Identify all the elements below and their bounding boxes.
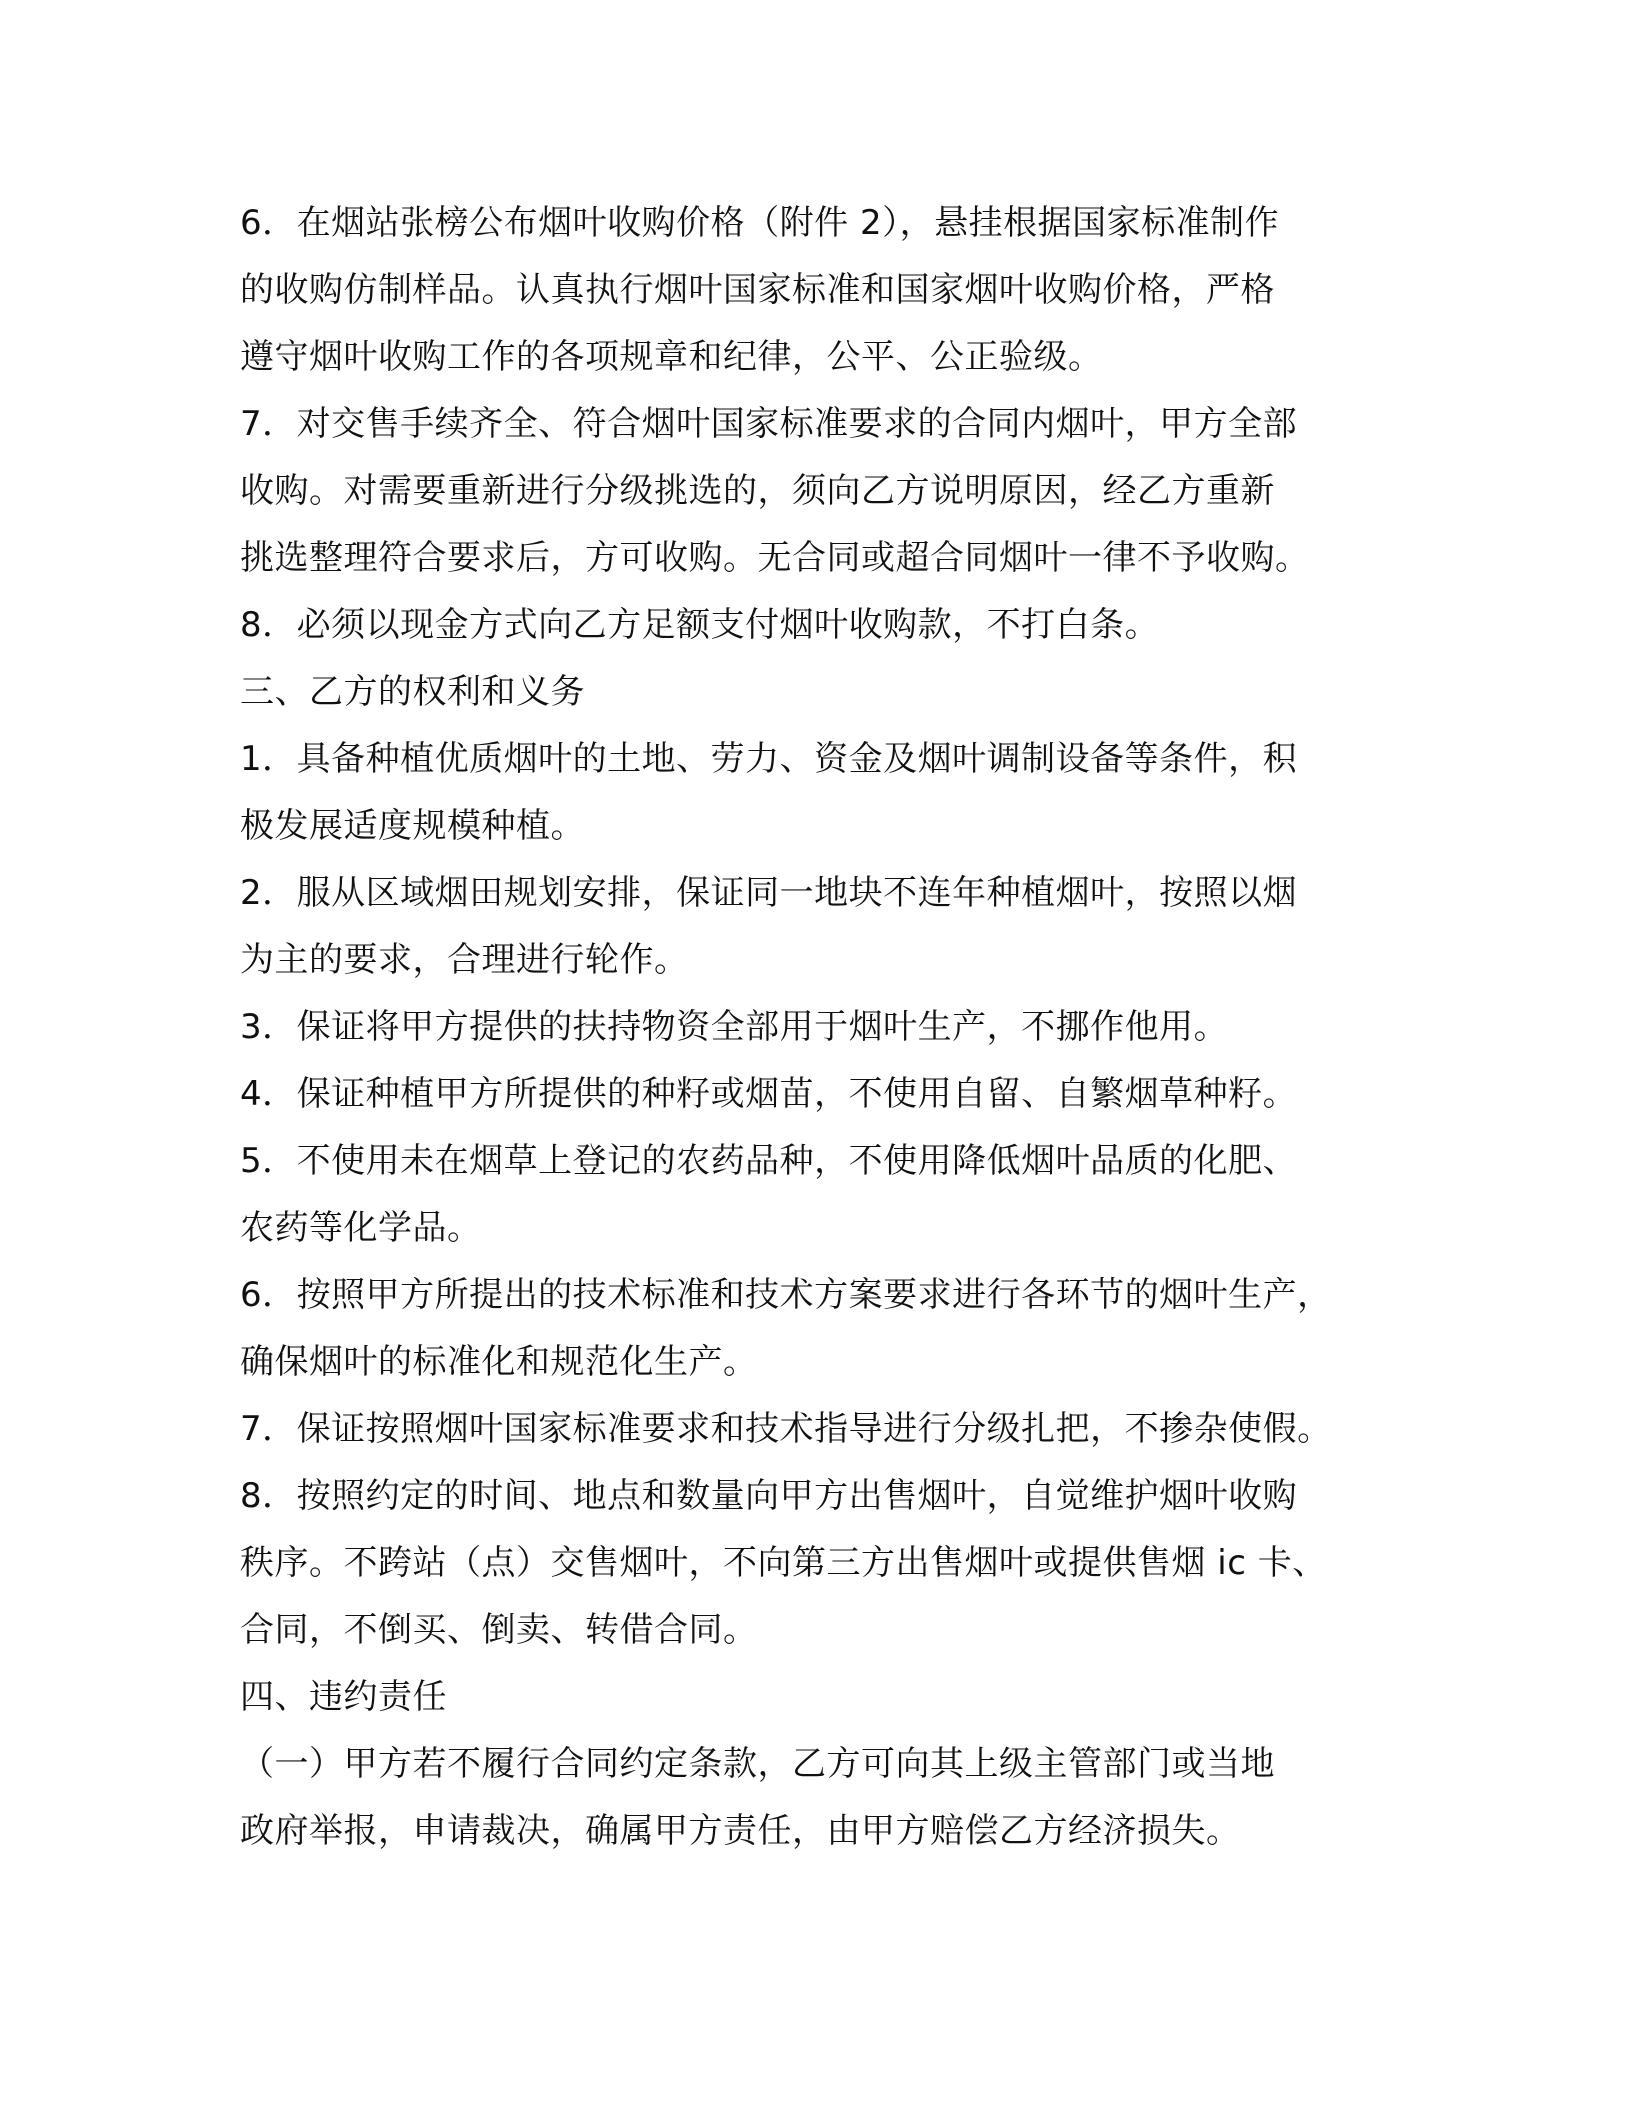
text-line: 农药等化学品。 [240, 1208, 482, 1248]
text-line: 6．按照甲方所提出的技术标准和技术方案要求进行各环节的烟叶生产， [240, 1275, 1332, 1315]
text-line: 1．具备种植优质烟叶的土地、劳力、资金及烟叶调制设备等条件，积 [240, 739, 1298, 779]
text-line: （一）甲方若不履行合同约定条款，乙方可向其上级主管部门或当地 [240, 1744, 1275, 1784]
text-line: 3．保证将甲方提供的扶持物资全部用于烟叶生产，不挪作他用。 [240, 1007, 1229, 1047]
text-line: 的收购仿制样品。认真执行烟叶国家标准和国家烟叶收购价格，严格 [240, 270, 1275, 310]
text-line: 2．服从区域烟田规划安排，保证同一地块不连年种植烟叶，按照以烟 [240, 873, 1298, 913]
text-line: 4．保证种植甲方所提供的种籽或烟苗，不使用自留、自繁烟草种籽。 [240, 1074, 1298, 1114]
text-line: 为主的要求，合理进行轮作。 [240, 940, 689, 980]
text-line: 政府举报，申请裁决，确属甲方责任，由甲方赔偿乙方经济损失。 [240, 1811, 1241, 1851]
text-line: 合同，不倒买、倒卖、转借合同。 [240, 1610, 758, 1650]
text-line: 7．对交售手续齐全、符合烟叶国家标准要求的合同内烟叶，甲方全部 [240, 404, 1298, 444]
section-heading: 三、乙方的权利和义务 [240, 672, 585, 712]
document-body [240, 190, 1400, 1865]
text-line: 8．必须以现金方式向乙方足额支付烟叶收购款，不打白条。 [240, 605, 1160, 645]
section-heading: 四、违约责任 [240, 1677, 447, 1717]
text-line: 确保烟叶的标准化和规范化生产。 [240, 1342, 758, 1382]
text-line: 挑选整理符合要求后，方可收购。无合同或超合同烟叶一律不予收购。 [240, 538, 1310, 578]
text-line: 8．按照约定的时间、地点和数量向甲方出售烟叶，自觉维护烟叶收购 [240, 1476, 1298, 1516]
text-line: 7．保证按照烟叶国家标准要求和技术指导进行分级扎把，不掺杂使假。 [240, 1409, 1332, 1449]
text-line: 5．不使用未在烟草上登记的农药品种，不使用降低烟叶品质的化肥、 [240, 1141, 1298, 1181]
text-line: 遵守烟叶收购工作的各项规章和纪律，公平、公正验级。 [240, 337, 1103, 377]
text-line: 极发展适度规模种植。 [240, 806, 585, 846]
text-line: 秩序。不跨站（点）交售烟叶，不向第三方出售烟叶或提供售烟 ic 卡、 [240, 1543, 1327, 1583]
text-line: 收购。对需要重新进行分级挑选的，须向乙方说明原因，经乙方重新 [240, 471, 1275, 511]
text-line: 6．在烟站张榜公布烟叶收购价格（附件 2），悬挂根据国家标准制作 [240, 203, 1280, 243]
